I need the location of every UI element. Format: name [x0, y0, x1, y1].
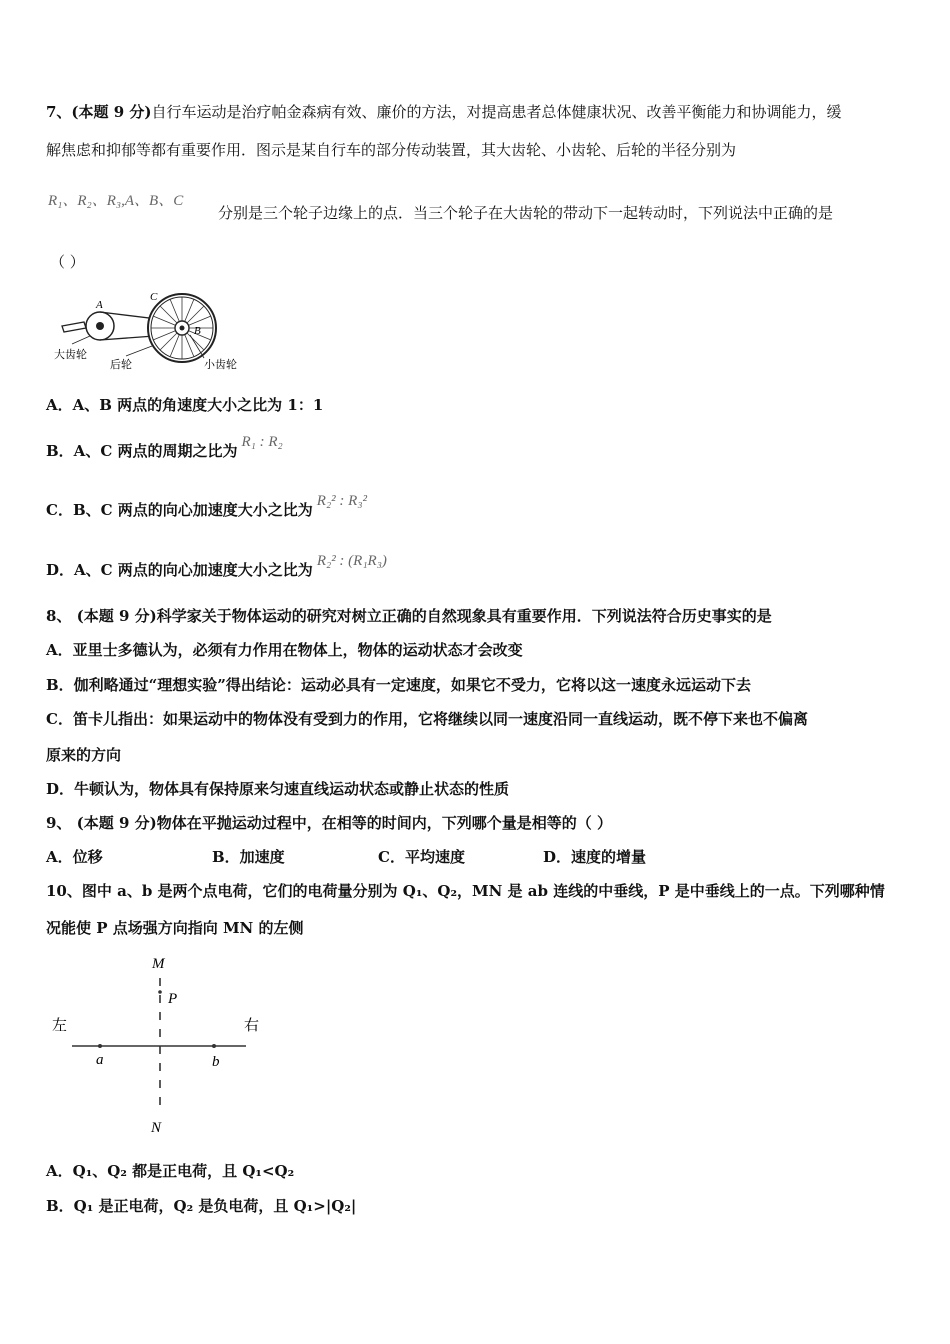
q9-option-b: B．加速度	[212, 848, 285, 866]
q7-option-c-math: R₂² : R₃²	[316, 493, 368, 509]
charges-figure	[48, 950, 278, 1140]
q7-header: 7、(本题 9 分)	[46, 103, 152, 121]
q7-option-b	[46, 434, 283, 462]
label-P: P	[168, 991, 178, 1007]
label-left: 左	[52, 1016, 68, 1034]
q10-option-b: B．Q₁ 是正电荷，Q₂ 是负电荷，且 Q₁>|Q₂|	[46, 1197, 357, 1215]
q7-line-3	[48, 190, 183, 211]
q7-stem-line-1: 自行车运动是治疗帕金森病有效、廉价的方法，对提高患者总体健康状况、改善平衡能力和协调能力，缓	[151, 103, 842, 121]
q7-option-d-math: R₂² : (R₁R₃)	[316, 553, 387, 569]
bicycle-drive-figure	[54, 288, 264, 378]
q7-option-c	[46, 493, 368, 521]
label-M: M	[152, 956, 165, 972]
q8-option-a: A．亚里士多德认为，必须有力作用在物体上，物体的运动状态才会改变	[46, 641, 523, 659]
point-p	[158, 990, 162, 994]
q7-stem-line-2: 解焦虑和抑郁等都有重要作用．图示是某自行车的部分传动装置，其大齿轮、小齿轮、后轮的半径分别为	[46, 141, 737, 159]
q9-stem: 9、 (本题 9 分)物体在平抛运动过程中，在相等的时间内，下列哪个量是相等的（ ）	[46, 814, 612, 832]
q8-option-c-line-2: 原来的方向	[46, 746, 122, 764]
label-A: A	[96, 299, 103, 311]
q7-option-d-text: D．A、C 两点的向心加速度大小之比为	[46, 561, 313, 579]
q9-option-c: C．平均速度	[378, 848, 465, 866]
label-N: N	[151, 1120, 162, 1136]
label-B: B	[194, 325, 201, 337]
q8-option-d: D．牛顿认为，物体具有保持原来匀速直线运动状态或静止状态的性质	[46, 780, 510, 798]
label-b: b	[212, 1054, 220, 1070]
q10-option-a: A．Q₁、Q₂ 都是正电荷，且 Q₁<Q₂	[46, 1162, 295, 1180]
q10-stem-line-1: 10、图中 a、b 是两个点电荷，它们的电荷量分别为 Q₁、Q₂，MN 是 ab 连线的中垂线，P 是中垂线上的一点。下列哪种情	[46, 882, 885, 900]
label-C: C	[150, 291, 158, 303]
q7-option-b-text: B．A、C 两点的周期之比为	[46, 442, 238, 460]
point-a	[98, 1044, 102, 1048]
label-small-gear: 小齿轮	[204, 358, 237, 371]
q8-stem: 8、 (本题 9 分)科学家关于物体运动的研究对树立正确的自然现象具有重要作用．下列说法符合历史事实的是	[46, 607, 772, 625]
q7-line-1	[46, 102, 842, 122]
point-b	[212, 1044, 216, 1048]
q7-option-a: A．A、B 两点的角速度大小之比为 1：1	[46, 396, 324, 414]
q7-answer-paren: （ ）	[50, 253, 85, 271]
q7-symbols: R₁、R₂、R₃,A、B、C	[48, 193, 184, 209]
q7-stem-line-3: 分别是三个轮子边缘上的点．当三个轮子在大齿轮的带动下一起转动时，下列说法中正确的是	[218, 204, 834, 222]
q7-option-b-math: R₁ : R₂	[241, 434, 283, 450]
q9-option-d: D．速度的增量	[543, 848, 647, 866]
q9-option-a: A．位移	[46, 848, 103, 866]
label-big-gear: 大齿轮	[54, 348, 87, 361]
q8-option-b: B．伽利略通过“理想实验”得出结论：运动必具有一定速度，如果它不受力，它将以这一速度永远运动下去	[46, 676, 751, 694]
q7-option-c-text: C．B、C 两点的向心加速度大小之比为	[46, 501, 313, 519]
label-right: 右	[244, 1016, 260, 1034]
label-rear-wheel: 后轮	[110, 358, 132, 371]
q7-option-d	[46, 553, 387, 581]
label-a: a	[96, 1052, 104, 1068]
pedal-crank	[62, 322, 86, 332]
q10-stem-line-2: 况能使 P 点场强方向指向 MN 的左侧	[46, 919, 304, 937]
q8-option-c-line-1: C．笛卡儿指出：如果运动中的物体没有受到力的作用，它将继续以同一速度沿同一直线运动，既不停下来也不偏离	[46, 710, 808, 728]
